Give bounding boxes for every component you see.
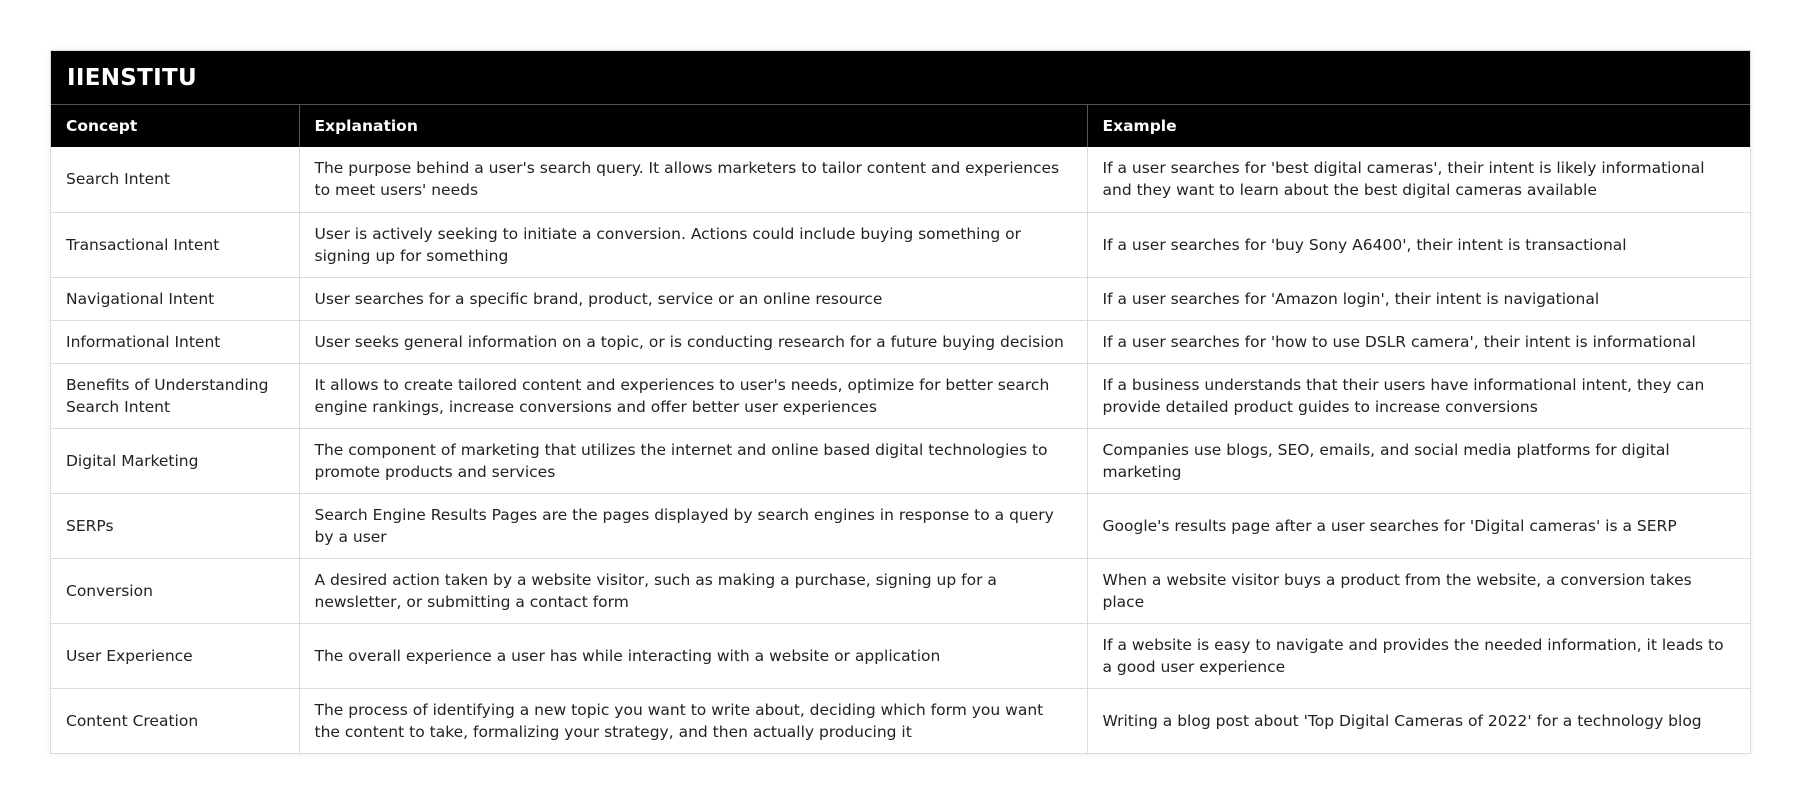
cell-explanation: The component of marketing that utilizes the internet and online based digital technologies to promote products and services: [299, 428, 1087, 493]
cell-concept: Benefits of Understanding Search Intent: [51, 363, 299, 428]
concepts-table-container: [50, 50, 1751, 754]
cell-concept: Transactional Intent: [51, 212, 299, 277]
table-row: [51, 623, 1750, 688]
table-title: IIENSTITU: [51, 51, 1750, 105]
cell-example: Companies use blogs, SEO, emails, and social media platforms for digital marketing: [1087, 428, 1750, 493]
table-row: [51, 558, 1750, 623]
cell-explanation: The purpose behind a user's search query. It allows marketers to tailor content and experiences to meet users' needs: [299, 147, 1087, 212]
table-row: [51, 428, 1750, 493]
table-row: [51, 147, 1750, 212]
column-header-concept: Concept: [51, 105, 299, 147]
table-row: [51, 320, 1750, 363]
cell-example: If a user searches for 'Amazon login', their intent is navigational: [1087, 277, 1750, 320]
cell-concept: Digital Marketing: [51, 428, 299, 493]
cell-example: If a user searches for 'buy Sony A6400', their intent is transactional: [1087, 212, 1750, 277]
table-row: [51, 277, 1750, 320]
table-row: [51, 212, 1750, 277]
column-header-explanation: Explanation: [299, 105, 1087, 147]
header-row: [51, 105, 1750, 147]
cell-concept: Navigational Intent: [51, 277, 299, 320]
table-row: [51, 363, 1750, 428]
cell-example: If a user searches for 'how to use DSLR camera', their intent is informational: [1087, 320, 1750, 363]
cell-explanation: User searches for a specific brand, product, service or an online resource: [299, 277, 1087, 320]
cell-concept: Conversion: [51, 558, 299, 623]
column-header-example: Example: [1087, 105, 1750, 147]
cell-concept: Informational Intent: [51, 320, 299, 363]
cell-concept: Search Intent: [51, 147, 299, 212]
cell-explanation: The overall experience a user has while interacting with a website or application: [299, 623, 1087, 688]
cell-explanation: User is actively seeking to initiate a conversion. Actions could include buying something or signing up for something: [299, 212, 1087, 277]
cell-example: If a business understands that their users have informational intent, they can provide detailed product guides to increase conversions: [1087, 363, 1750, 428]
cell-example: When a website visitor buys a product from the website, a conversion takes place: [1087, 558, 1750, 623]
table-row: [51, 688, 1750, 753]
cell-example: Writing a blog post about 'Top Digital Cameras of 2022' for a technology blog: [1102, 711, 1702, 730]
table-row: [51, 493, 1750, 558]
cell-example: Google's results page after a user searches for 'Digital cameras' is a SERP: [1087, 493, 1750, 558]
cell-explanation: It allows to create tailored content and experiences to user's needs, optimize for better search engine rankings, increase conversions and offer better user experiences: [299, 363, 1087, 428]
cell-explanation: Search Engine Results Pages are the pages displayed by search engines in response to a query by a user: [299, 493, 1087, 558]
concepts-table: [51, 105, 1750, 753]
cell-concept: Content Creation: [51, 688, 299, 753]
cell-concept: User Experience: [51, 623, 299, 688]
cell-example: If a website is easy to navigate and provides the needed information, it leads to a good user experience: [1087, 623, 1750, 688]
cell-explanation: User seeks general information on a topic, or is conducting research for a future buying decision: [299, 320, 1087, 363]
cell-example: If a user searches for 'best digital cameras', their intent is likely informational and they want to learn about the best digital cameras available: [1087, 147, 1750, 212]
cell-explanation: A desired action taken by a website visitor, such as making a purchase, signing up for a newsletter, or submitting a contact form: [299, 558, 1087, 623]
cell-concept: SERPs: [51, 493, 299, 558]
cell-explanation: The process of identifying a new topic you want to write about, deciding which form you want the content to take, formalizing your strategy, and then actually producing it: [299, 688, 1087, 753]
